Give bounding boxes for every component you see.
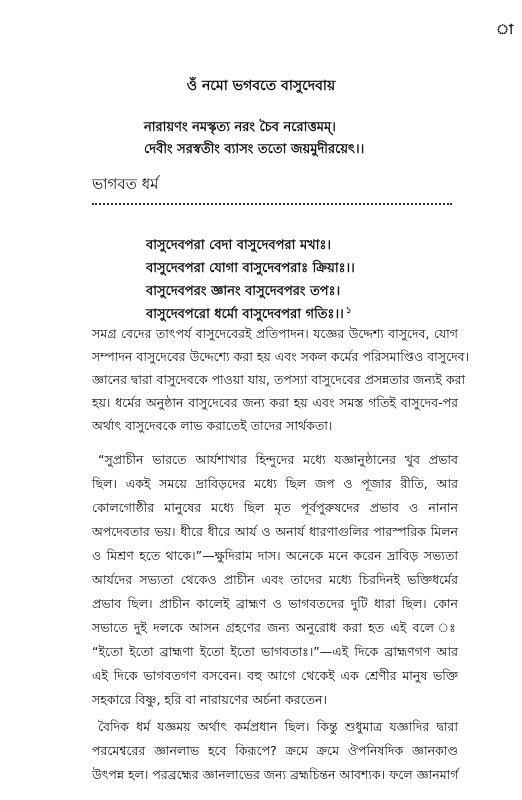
- paragraph-1-line-5: অর্থাৎ বাসুদেবকে লাভ করাতেই তাদের সার্থকতা।: [92, 418, 333, 433]
- bhagavata-verse-line-4-text: বাসুদেবপরো ধর্মো বাসুদেবপরা গতিঃ।।: [146, 307, 344, 322]
- dotted-divider: [92, 203, 452, 205]
- footnote-marker: ১: [345, 306, 352, 316]
- paragraph-2-line-6: আর্যদের সভ্যতা থেকেও প্রাচীন এবং তাদের মধ্যে চিরদিনই ভক্তিধর্মের: [92, 572, 458, 587]
- paragraph-3-line-3: উৎপন্ন হল। পরব্রহ্মের জ্ঞানলাভের জন্য ব্রহ্মচিন্তন আবশ্যক। ফলে জ্ঞানমার্গ: [92, 767, 459, 782]
- bhagavata-verse-line-4: [146, 305, 352, 326]
- paragraph-3-line-2: পরমেশ্বরের জ্ঞানলাভ হবে কিরূপে? ক্রমে ক্রমে ঔপনিষদিক জ্ঞানকাণ্ড: [92, 743, 458, 758]
- bhagavata-verse-line-1: বাসুদেবপরা বেদা বাসুদেবপরা মখাঃ।: [146, 238, 332, 253]
- bhagavata-verse-line-2: বাসুদেবপরা যোগা বাসুদেবপরাঃ ক্রিয়াঃ।।: [146, 261, 355, 276]
- paragraph-2-line-10: এই দিকে ভাগবতগণ বসবেন। বহু আগে থেকেই এক শ্রেণীর মানুষ ভক্তি: [92, 668, 458, 683]
- paragraph-2-line-11: সহকারে বিষ্ণু, হরি বা নারায়ণের অর্চনা করতেন।: [92, 692, 327, 707]
- page-corner-mark: া: [496, 22, 514, 38]
- paragraph-2-line-7: প্রভাব ছিল। প্রাচীন কালেই ব্রাহ্মণ ও ভাগবতদের দুটি ধারা ছিল। কোন: [92, 596, 458, 611]
- paragraph-1-line-2: সম্পাদন বাসুদেবের উদ্দেশ্যে করা হয় এবং সকল কর্মের পরিসমাপ্তিও বাসুদেব।: [92, 349, 470, 364]
- paragraph-2-line-9: “ইতো ইতো ব্রাহ্মণা ইতো ইতো ভাগবতাঃ।”—এই দিকে ব্রাহ্মণগণ আর: [92, 644, 458, 659]
- paragraph-1-line-3: জ্ঞানের দ্বারা বাসুদেবকে পাওয়া যায়, তপস্যা বাসুদেবের প্রসন্নতার জন্যই করা: [92, 372, 466, 387]
- paragraph-2-line-4: অপদেবতার ভয়। ধীরে ধীরে আর্য ও অনার্য ধারণাগুলির পারস্পরিক মিলন: [92, 524, 458, 539]
- paragraph-2-line-5: ও মিশ্রণ হতে থাকে।”—ক্ষুদিরাম দাস। অনেকে মনে করেন দ্রাবিড় সভ্যতা: [92, 548, 458, 563]
- invocation-heading: ওঁ নমো ভগবতে বাসুদেবায়: [186, 78, 336, 94]
- paragraph-3-line-1: বৈদিক ধর্ম যজ্ঞময় অর্থাৎ কর্মপ্রধান ছিল। কিন্তু শুধুমাত্র যজ্ঞাদির দ্বারা: [98, 719, 458, 734]
- paragraph-2-line-1: “সুপ্রাচীন ভারতে আর্যশাখার হিন্দুদের মধ্যে যজ্ঞানুষ্ঠানের খুব প্রভাব: [98, 452, 458, 467]
- paragraph-1-line-1: সমগ্র বেদের তাৎপর্য বাসুদেবেরই প্রতিপাদন। যজ্ঞের উদ্দেশ্য বাসুদেব, যোগ: [92, 326, 458, 341]
- opening-verse-line-2: দেবীং সরস্বতীং ব্যাসং ততো জয়মুদীরয়েৎ।।: [144, 142, 365, 157]
- paragraph-2-line-3: কোলগোষ্ঠীর মানুষের মধ্যে ছিল মৃত পূর্বপুরুষদের প্রভাব ও নানান: [92, 500, 458, 515]
- paragraph-2-line-8: সভাতে দুই দলকে আসন গ্রহণের জন্য অনুরোধ করা হত এই বলে ঃ: [92, 620, 458, 635]
- bhagavata-verse-line-3: বাসুদেবপরং জ্ঞানং বাসুদেবপরং তপঃ।: [146, 284, 341, 299]
- paragraph-1-line-4: হয়। ধর্মের অনুষ্ঠান বাসুদেবের জন্য করা হয় এবং সমস্ত গতিই বাসুদেব-পর: [92, 395, 458, 410]
- paragraph-2-line-2: ছিল। একই সময়ে দ্রাবিড়দের মধ্যে ছিল জপ ও পূজার রীতি, আর: [92, 476, 458, 491]
- opening-verse-line-1: নারায়ণং নমস্কৃত্য নরং চৈব নরোত্তমম্।: [144, 120, 336, 135]
- section-title: ভাগবত ধর্ম: [92, 175, 159, 193]
